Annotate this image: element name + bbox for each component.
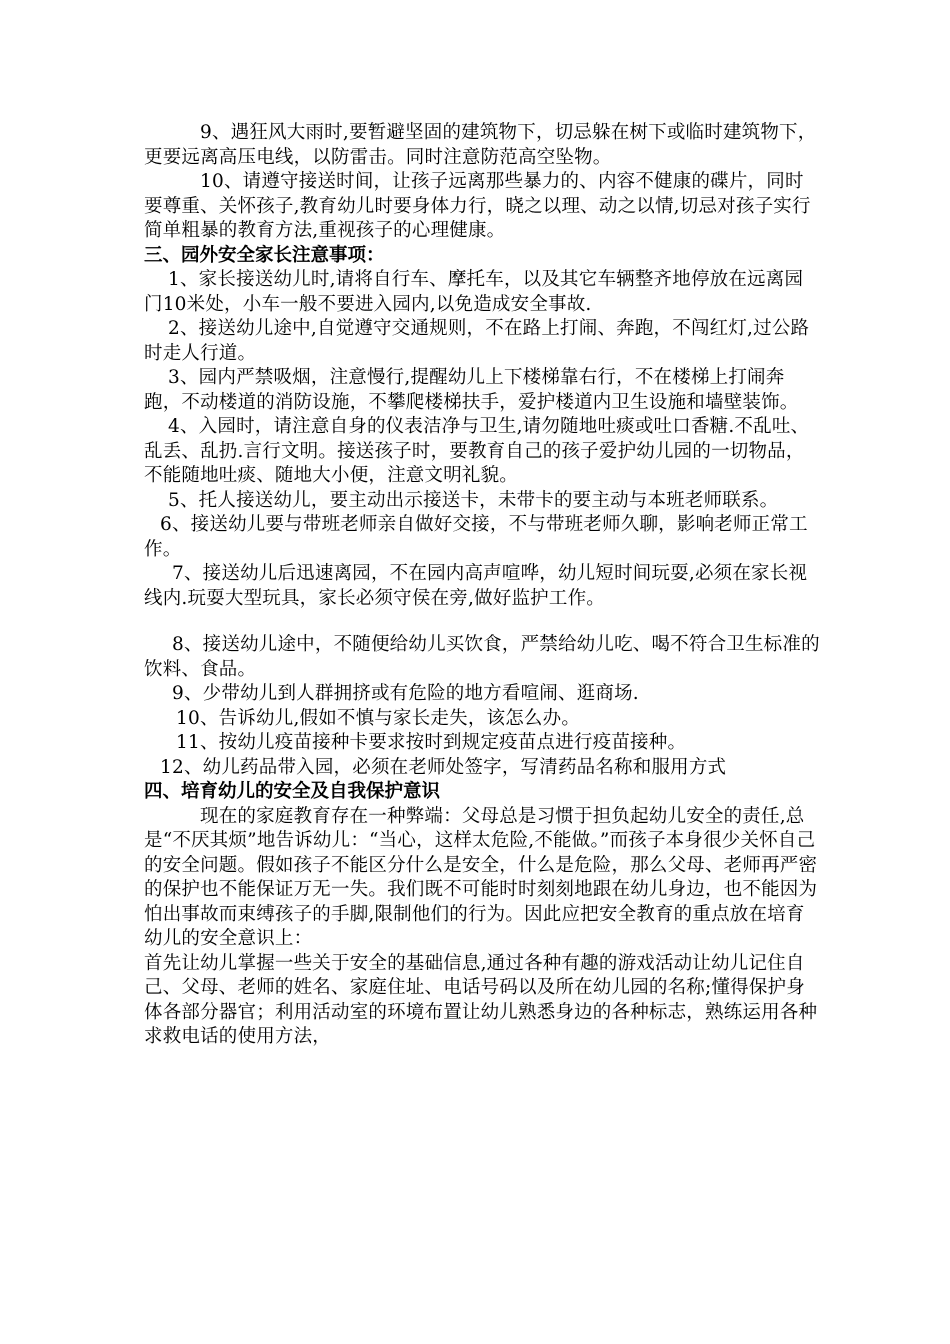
list-item: 7、接送幼儿后迅速离园，不在园内高声喧哗，幼儿短时间玩耍,必须在家长视线内.玩耍大型玩具，家长必须守侯在旁,做好监护工作。 xyxy=(144,563,808,609)
list-item: 11、按幼儿疫苗接种卡要求按时到规定疫苗点进行疫苗接种。 xyxy=(176,732,687,753)
blank-line xyxy=(144,611,820,633)
list-item: 2、接送幼儿途中,自觉遵守交通规则，不在路上打闹、奔跑，不闯红灯,过公路时走人行道。 xyxy=(144,318,810,364)
body-paragraph: 首先让幼儿掌握一些关于安全的基础信息,通过各种有趣的游戏活动让幼儿记住自己、父母、老师的姓名、家庭住址、电话号码以及所在幼儿园的名称;懂得保护身体各部分器官；利用活动室的环境布置让幼儿熟悉身边的各种标志，熟练运用各种求救电话的使用方法， xyxy=(144,952,818,1047)
list-item: 10、告诉幼儿,假如不慎与家长走失，该怎么办。 xyxy=(176,707,581,729)
list-item: 3、园内严禁吸烟，注意慢行,提醒幼儿上下楼梯靠右行，不在楼梯上打闹奔跑，不动楼道的消防设施，不攀爬楼梯扶手，爱护楼道内卫生设施和墙壁装饰。 xyxy=(144,367,799,413)
list-item: 5、托人接送幼儿，要主动出示接送卡，未带卡的要主动与本班老师联系。 xyxy=(168,489,779,511)
paragraph-item-10: 10、请遵守接送时间，让孩子远离那些暴力的、内容不健康的碟片，同时要尊重、关怀孩子,教育幼儿时要身体力行，晓之以理、动之以情,切忌对孩子实行简单粗暴的教育方法,重视孩子的心理健康。 xyxy=(144,171,811,241)
list-item: 9、少带幼儿到人群拥挤或有危险的地方看喧闹、逛商场. xyxy=(172,683,639,704)
list-item: 4、入园时，请注意自身的仪表洁净与卫生,请勿随地吐痰或吐口香糖.不乱吐、乱丢、乱扔.言行文明。接送孩子时，要教育自己的孩子爱护幼儿园的一切物品，不能随地吐痰、随地大小便，注意文明礼貌。 xyxy=(144,416,810,486)
list-item: 8、接送幼儿途中，不随便给幼儿买饮食，严禁给幼儿吃、喝不符合卫生标准的饮料、食品。 xyxy=(144,634,820,680)
section-heading-3: 三、园外安全家长注意事项： xyxy=(144,244,385,266)
list-item: 12、幼儿药品带入园，必须在老师处签字，写清药品名称和服用方式 xyxy=(160,756,727,778)
paragraph-item-9: 9、遇狂风大雨时,要暂避坚固的建筑物下，切忌躲在树下或临时建筑物下，更要远离高压电线，以防雷击。同时注意防范高空坠物。 xyxy=(144,122,817,168)
body-paragraph: 现在的家庭教育存在一种弊端：父母总是习惯于担负起幼儿安全的责任,总是“不厌其烦”地告诉幼儿：“当心，这样太危险,不能做。”而孩子本身很少关怀自己的安全问题。假如孩子不能区分什么是安全，什么是危险，那么父母、老师再严密的保护也不能保证万无一失。我们既不可能时时刻刻地跟在幼儿身边，也不能因为怕出事故而束缚孩子的手脚,限制他们的行为。因此应把安全教育的重点放在培育幼儿的安全意识上： xyxy=(144,805,818,949)
section-heading-4: 四、培育幼儿的安全及自我保护意识 xyxy=(144,781,441,802)
list-item: 1、家长接送幼儿时,请将自行车、摩托车，以及其它车辆整齐地停放在远离园门10米处，小车一般不要进入园内,以免造成安全事故. xyxy=(144,269,804,315)
document-page xyxy=(144,121,820,1050)
list-item: 6、接送幼儿要与带班老师亲自做好交接，不与带班老师久聊，影响老师正常工作。 xyxy=(144,514,808,560)
